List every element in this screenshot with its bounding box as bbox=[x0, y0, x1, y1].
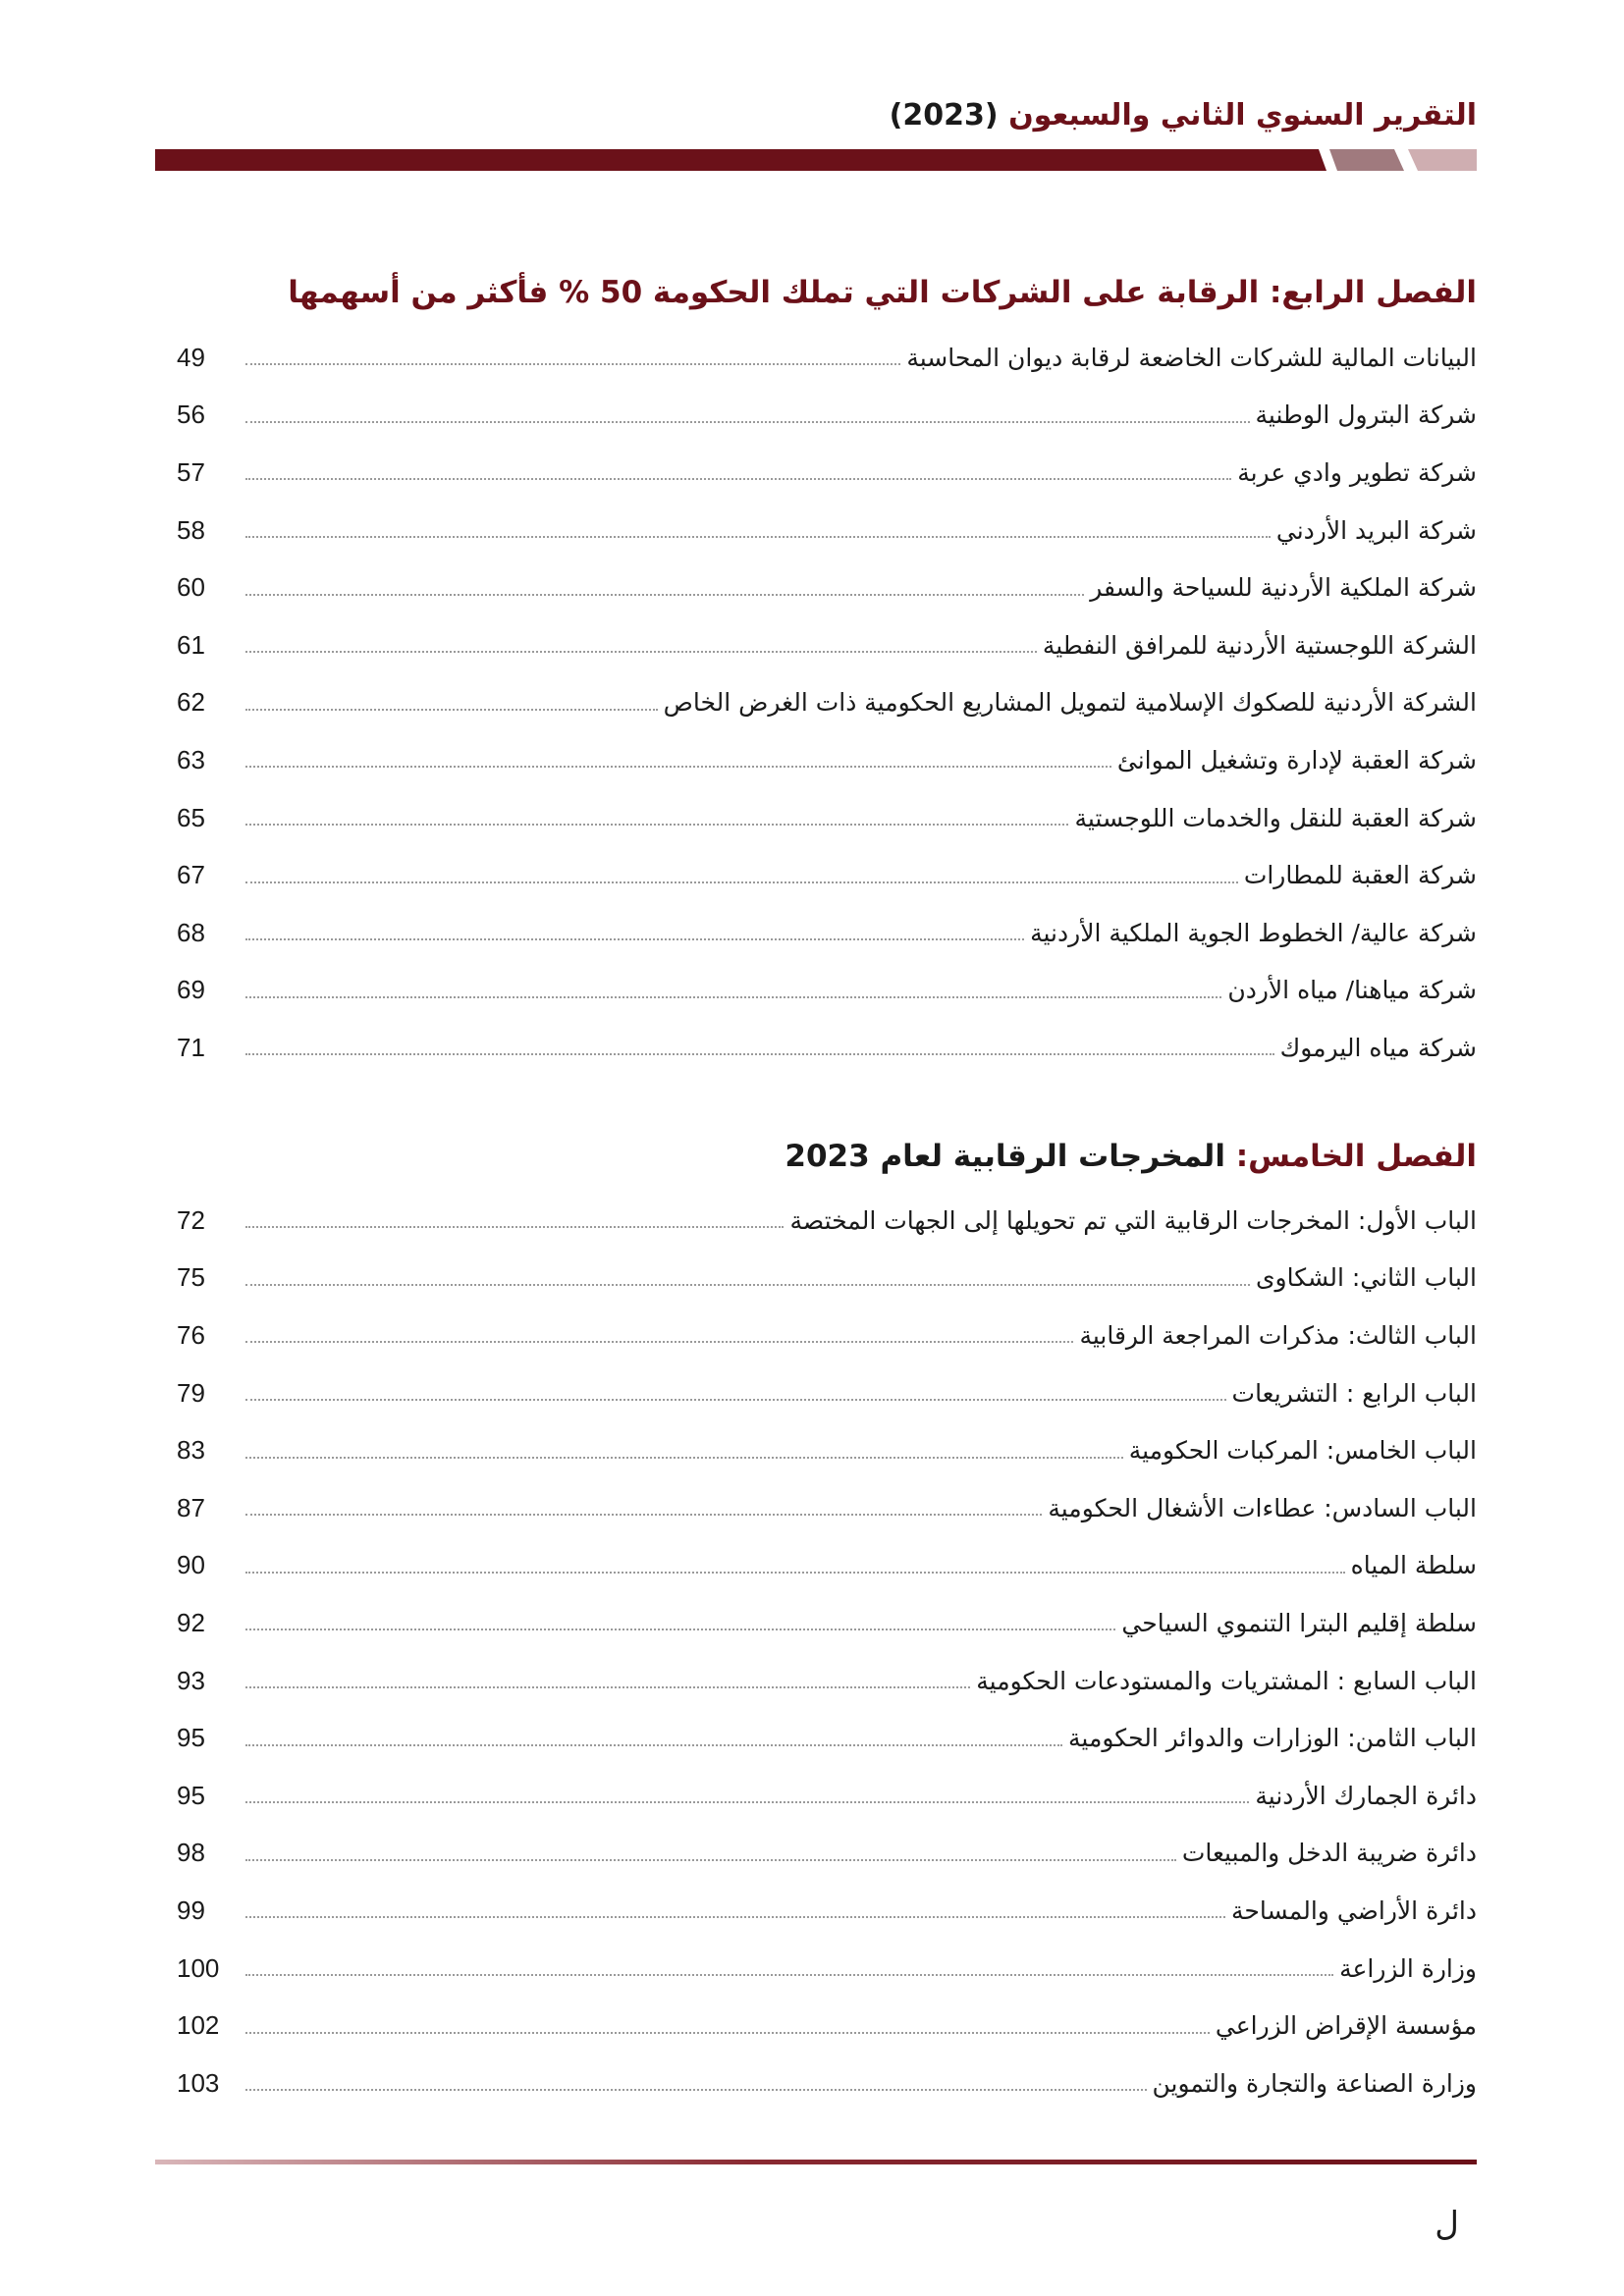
toc-entry[interactable] bbox=[177, 1709, 1477, 1767]
toc-entry-title: الشركة اللوجستية الأردنية للمرافق النفطية bbox=[1042, 630, 1477, 660]
toc-entry[interactable] bbox=[177, 846, 1477, 904]
toc-entry-page: 56 bbox=[177, 400, 205, 430]
dot-leader bbox=[245, 1859, 1176, 1861]
toc-entry[interactable] bbox=[177, 387, 1477, 445]
toc-entry-page: 72 bbox=[177, 1204, 205, 1235]
toc-entry-page: 49 bbox=[177, 342, 205, 372]
toc-entry-title: شركة عالية/ الخطوط الجوية الملكية الأردنية bbox=[1030, 918, 1477, 947]
toc-entry-title: شركة مياه اليرموك bbox=[1279, 1033, 1477, 1062]
toc-entry[interactable] bbox=[177, 1594, 1477, 1652]
header-bar-graphic bbox=[155, 149, 1477, 171]
report-year: (2023) bbox=[889, 98, 999, 133]
toc-entry[interactable] bbox=[177, 1019, 1477, 1077]
toc-entry[interactable] bbox=[177, 789, 1477, 847]
toc-entry-page: 87 bbox=[177, 1492, 205, 1522]
toc-entry[interactable] bbox=[177, 1421, 1477, 1479]
header-bar-main bbox=[155, 149, 1326, 171]
header-bar-segment-mid bbox=[1329, 149, 1404, 171]
report-title bbox=[890, 98, 1477, 133]
dot-leader bbox=[245, 881, 1238, 883]
dot-leader bbox=[245, 1053, 1274, 1055]
toc-entry[interactable] bbox=[177, 1940, 1477, 1998]
dot-leader bbox=[245, 1514, 1042, 1516]
toc-entry[interactable] bbox=[177, 1882, 1477, 1940]
toc-entry-page: 67 bbox=[177, 860, 205, 890]
toc-entry-title: الباب السادس: عطاءات الأشغال الحكومية bbox=[1048, 1493, 1477, 1522]
page-number: ل bbox=[1435, 2205, 1459, 2244]
toc-entry[interactable] bbox=[177, 1307, 1477, 1364]
toc-entry-page: 57 bbox=[177, 456, 205, 487]
toc-entry[interactable] bbox=[177, 329, 1477, 387]
toc-entry-page: 102 bbox=[177, 2010, 220, 2041]
toc-entry[interactable] bbox=[177, 1537, 1477, 1595]
header-bar-segment-light bbox=[1408, 149, 1477, 171]
toc-entry[interactable] bbox=[177, 904, 1477, 962]
toc-entry-title: وزارة الزراعة bbox=[1339, 1953, 1477, 1983]
toc-entry-title: الباب الثالث: مذكرات المراجعة الرقابية bbox=[1079, 1320, 1477, 1350]
toc-entry[interactable] bbox=[177, 1479, 1477, 1537]
toc-entry[interactable] bbox=[177, 962, 1477, 1020]
chapter4-toc-list bbox=[177, 329, 1477, 1077]
dot-leader bbox=[245, 536, 1271, 538]
chapter5-heading bbox=[785, 1139, 1477, 1175]
toc-entry-page: 69 bbox=[177, 975, 205, 1005]
chapter5-heading-label: الفصل الخامس: bbox=[1235, 1139, 1477, 1174]
dot-leader bbox=[245, 594, 1084, 596]
dot-leader bbox=[245, 1399, 1226, 1401]
toc-entry[interactable] bbox=[177, 559, 1477, 616]
toc-entry-title: الباب الأول: المخرجات الرقابية التي تم تحويلها إلى الجهات المختصة bbox=[789, 1205, 1477, 1235]
dot-leader bbox=[245, 478, 1231, 480]
toc-entry-page: 92 bbox=[177, 1607, 205, 1637]
dot-leader bbox=[245, 1457, 1123, 1459]
dot-leader bbox=[245, 938, 1024, 940]
toc-entry-title: الباب الثاني: الشكاوى bbox=[1255, 1263, 1477, 1293]
toc-entry-page: 76 bbox=[177, 1319, 205, 1350]
toc-entry-page: 79 bbox=[177, 1377, 205, 1408]
toc-entry-page: 65 bbox=[177, 802, 205, 832]
dot-leader bbox=[245, 1284, 1250, 1286]
dot-leader bbox=[245, 996, 1221, 998]
toc-entry[interactable] bbox=[177, 2055, 1477, 2112]
toc-entry-page: 71 bbox=[177, 1032, 205, 1062]
toc-entry[interactable] bbox=[177, 1997, 1477, 2055]
toc-entry-title: الباب السابع : المشتريات والمستودعات الحكومية bbox=[976, 1666, 1477, 1695]
footer-rule bbox=[155, 2160, 1477, 2164]
toc-entry-title: شركة العقبة لإدارة وتشغيل الموانئ bbox=[1116, 745, 1477, 774]
dot-leader bbox=[245, 1801, 1249, 1803]
chapter4-heading: الفصل الرابع: الرقابة على الشركات التي تملك الحكومة 50 % فأكثر من أسهمها bbox=[288, 275, 1477, 310]
toc-entry-title: شركة العقبة للنقل والخدمات اللوجستية bbox=[1074, 803, 1477, 832]
toc-entry-title: الباب الرابع : التشريعات bbox=[1231, 1378, 1477, 1408]
dot-leader bbox=[245, 651, 1037, 653]
toc-entry-title: البيانات المالية للشركات الخاضعة لرقابة ديوان المحاسبة bbox=[906, 343, 1477, 372]
toc-entry-title: شركة الملكية الأردنية للسياحة والسفر bbox=[1090, 573, 1477, 603]
toc-entry[interactable] bbox=[177, 444, 1477, 502]
chapter5-heading-subtitle: المخرجات الرقابية لعام 2023 bbox=[785, 1139, 1225, 1174]
toc-entry-page: 58 bbox=[177, 514, 205, 545]
dot-leader bbox=[245, 1572, 1345, 1574]
toc-entry[interactable] bbox=[177, 502, 1477, 560]
toc-entry-page: 60 bbox=[177, 572, 205, 603]
toc-entry-page: 95 bbox=[177, 1780, 205, 1810]
dot-leader bbox=[245, 2089, 1147, 2091]
toc-entry-title: شركة العقبة للمطارات bbox=[1243, 861, 1477, 890]
dot-leader bbox=[245, 1744, 1062, 1746]
toc-entry-title: شركة تطوير وادي عربة bbox=[1237, 457, 1477, 487]
toc-entry-title: شركة البترول الوطنية bbox=[1255, 400, 1477, 430]
toc-entry-title: وزارة الصناعة والتجارة والتموين bbox=[1152, 2068, 1477, 2098]
toc-entry-page: 83 bbox=[177, 1435, 205, 1466]
toc-entry-title: الشركة الأردنية للصكوك الإسلامية لتمويل المشاريع الحكومية ذات الغرض الخاص bbox=[663, 688, 1477, 718]
dot-leader bbox=[245, 1226, 784, 1228]
toc-entry-title: شركة مياهنا/ مياه الأردن bbox=[1227, 976, 1477, 1005]
toc-entry-page: 98 bbox=[177, 1838, 205, 1868]
report-title-text: التقرير السنوي الثاني والسبعون bbox=[1008, 98, 1477, 133]
toc-entry-page: 99 bbox=[177, 1895, 205, 1925]
toc-entry[interactable] bbox=[177, 731, 1477, 789]
dot-leader bbox=[245, 1341, 1073, 1343]
toc-entry-page: 100 bbox=[177, 1952, 220, 1983]
toc-entry[interactable] bbox=[177, 1825, 1477, 1883]
toc-entry-page: 103 bbox=[177, 2067, 220, 2098]
toc-entry-title: شركة البريد الأردني bbox=[1275, 515, 1477, 545]
dot-leader bbox=[245, 421, 1250, 423]
toc-entry-page: 68 bbox=[177, 917, 205, 947]
toc-entry-page: 63 bbox=[177, 744, 205, 774]
toc-entry[interactable] bbox=[177, 1364, 1477, 1422]
toc-entry-page: 95 bbox=[177, 1723, 205, 1753]
toc-entry-page: 90 bbox=[177, 1550, 205, 1580]
toc-entry-title: الباب الثامن: الوزارات والدوائر الحكومية bbox=[1068, 1724, 1477, 1753]
toc-entry-page: 93 bbox=[177, 1665, 205, 1695]
dot-leader bbox=[245, 2032, 1210, 2034]
dot-leader bbox=[245, 1916, 1225, 1918]
header-decorative-bar bbox=[155, 149, 1477, 171]
chapter5-toc-list bbox=[177, 1192, 1477, 2112]
toc-entry-title: سلطة المياه bbox=[1350, 1551, 1477, 1580]
toc-entry-title: الباب الخامس: المركبات الحكومية bbox=[1128, 1436, 1477, 1466]
toc-entry-title: دائرة الأراضي والمساحة bbox=[1231, 1896, 1477, 1925]
dot-leader bbox=[245, 709, 658, 711]
dot-leader bbox=[245, 766, 1111, 768]
toc-entry[interactable] bbox=[177, 1652, 1477, 1710]
toc-entry-title: دائرة ضريبة الدخل والمبيعات bbox=[1181, 1839, 1477, 1868]
toc-entry[interactable] bbox=[177, 1250, 1477, 1308]
dot-leader bbox=[245, 1974, 1333, 1976]
toc-entry[interactable] bbox=[177, 1767, 1477, 1825]
dot-leader bbox=[245, 1686, 970, 1688]
toc-entry-page: 75 bbox=[177, 1262, 205, 1293]
toc-entry[interactable] bbox=[177, 1192, 1477, 1250]
dot-leader bbox=[245, 1629, 1115, 1630]
toc-entry-page: 62 bbox=[177, 687, 205, 718]
dot-leader bbox=[245, 824, 1068, 826]
toc-entry-title: دائرة الجمارك الأردنية bbox=[1255, 1781, 1477, 1810]
toc-entry-title: مؤسسة الإقراض الزراعي bbox=[1215, 2011, 1477, 2041]
toc-entry[interactable] bbox=[177, 674, 1477, 732]
dot-leader bbox=[245, 363, 900, 365]
toc-entry-title: سلطة إقليم البترا التنموي السياحي bbox=[1121, 1608, 1477, 1637]
toc-entry-page: 61 bbox=[177, 629, 205, 660]
toc-entry[interactable] bbox=[177, 616, 1477, 674]
